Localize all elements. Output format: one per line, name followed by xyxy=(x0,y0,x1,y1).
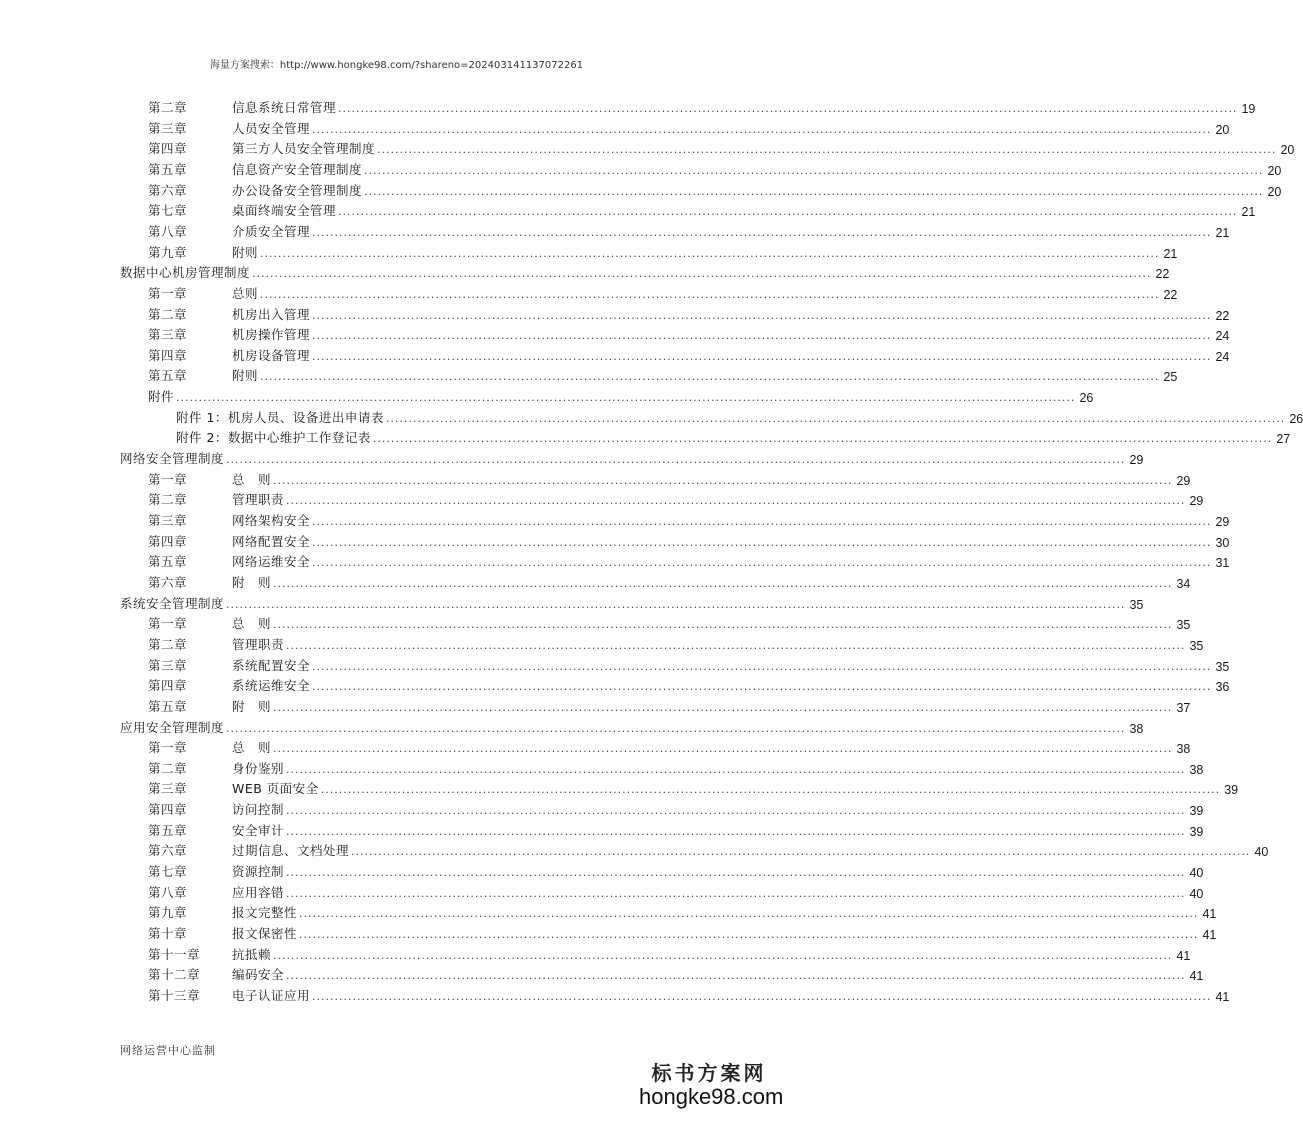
toc-title: 报文保密性 xyxy=(232,926,298,941)
toc-leader-dots: ........................................................................................................................................................................................................ xyxy=(273,618,1173,632)
toc-leader-dots: ........................................................................................................................................................................................................ xyxy=(286,969,1186,983)
toc-page-number: 40 xyxy=(1189,886,1204,901)
toc-page-number: 37 xyxy=(1176,700,1191,715)
toc-page-number: 20 xyxy=(1267,184,1282,199)
toc-entry[interactable] xyxy=(148,241,1178,261)
toc-chapter-number: 第十一章 xyxy=(148,946,201,962)
toc-chapter-number: 第一章 xyxy=(148,740,188,756)
toc-leader-dots: ........................................................................................................................................................................................................ xyxy=(273,576,1173,590)
toc-leader-dots: ........................................................................................................................................................................................................ xyxy=(260,370,1160,384)
toc-leader-dots: ........................................................................................................................................................................................................ xyxy=(351,845,1251,859)
toc-title: 身份鉴别 xyxy=(232,760,285,776)
toc-entry[interactable] xyxy=(148,385,1094,406)
toc-title: 总则 xyxy=(232,285,259,301)
toc-leader-dots: ........................................................................................................................................................................................................ xyxy=(385,411,1286,425)
toc-title: 资源控制 xyxy=(232,864,285,880)
toc-chapter-number: 第九章 xyxy=(148,905,188,921)
toc-title: 机房操作管理 xyxy=(232,327,311,343)
toc-chapter-number: 第四章 xyxy=(148,347,188,363)
toc-page-number: 19 xyxy=(1241,102,1256,116)
toc-page-number: 31 xyxy=(1215,556,1230,571)
toc-leader-dots: ........................................................................................................................................................................................................ xyxy=(312,225,1212,239)
toc-leader-dots: ........................................................................................................................................................................................................ xyxy=(338,205,1238,219)
toc-leader-dots: ........................................................................................................................................................................................................ xyxy=(226,597,1126,611)
toc-chapter-number: 第五章 xyxy=(148,554,188,570)
toc-entry[interactable] xyxy=(148,612,1191,633)
toc-chapter-number: 第四章 xyxy=(148,533,188,549)
toc-leader-dots: ........................................................................................................................................................................................................ xyxy=(312,329,1212,343)
toc-leader-dots: ........................................................................................................................................................................................................ xyxy=(312,989,1212,1003)
toc-title: 系统配置安全 xyxy=(232,657,311,673)
toc-entry[interactable] xyxy=(148,963,1204,984)
toc-chapter-number: 第一章 xyxy=(148,471,188,487)
toc-title: 编码安全 xyxy=(232,967,285,983)
toc-entry[interactable] xyxy=(148,282,1178,302)
toc-entry[interactable] xyxy=(148,798,1204,819)
toc-entry[interactable] xyxy=(120,592,1144,612)
toc-page-number: 40 xyxy=(1189,866,1204,881)
toc-title: 信息资产安全管理制度 xyxy=(232,161,363,177)
toc-leader-dots: ........................................................................................................................................................................................................ xyxy=(312,349,1212,363)
toc-entry[interactable] xyxy=(148,571,1191,591)
toc-leader-dots: ........................................................................................................................................................................................................ xyxy=(260,287,1160,301)
toc-title: 附件 1：机房人员、设备进出申请表 xyxy=(176,409,384,425)
toc-title: 总 则 xyxy=(232,471,272,487)
toc-title: 网络配置安全 xyxy=(232,533,311,549)
toc-leader-dots: ........................................................................................................................................................................................................ xyxy=(312,308,1212,322)
toc-title: 机房出入管理 xyxy=(232,306,311,322)
toc-chapter-number: 第六章 xyxy=(148,182,188,198)
toc-chapter-number: 第六章 xyxy=(148,574,188,590)
toc-entry[interactable] xyxy=(120,716,1144,736)
toc-page-number: 29 xyxy=(1129,453,1144,468)
toc-chapter-number: 第二章 xyxy=(148,636,188,652)
toc-page-number: 35 xyxy=(1176,618,1191,633)
toc-entry[interactable] xyxy=(148,757,1204,777)
toc-title: 电子认证应用 xyxy=(232,987,311,1003)
toc-title: 附件 xyxy=(148,389,175,405)
toc-page-number: 20 xyxy=(1215,122,1230,137)
toc-chapter-number: 第十三章 xyxy=(148,987,201,1003)
toc-title: 附 则 xyxy=(232,698,272,714)
toc-entry[interactable] xyxy=(148,220,1230,240)
toc-entry[interactable] xyxy=(148,736,1191,757)
toc-title: 附件 2：数据中心维护工作登记表 xyxy=(176,430,371,446)
toc-leader-dots: ........................................................................................................................................................................................................ xyxy=(312,556,1212,570)
toc-title: 桌面终端安全管理 xyxy=(232,203,337,219)
toc-entry[interactable] xyxy=(148,819,1204,839)
brand-logo xyxy=(639,1057,784,1110)
toc-entry[interactable] xyxy=(148,468,1191,488)
toc-page-number: 29 xyxy=(1215,515,1230,529)
toc-entry[interactable] xyxy=(148,323,1230,344)
toc-leader-dots: ........................................................................................................................................................................................................ xyxy=(312,659,1212,673)
toc-chapter-number: 第三章 xyxy=(148,657,188,673)
toc-title: 数据中心机房管理制度 xyxy=(120,265,251,281)
toc-entry[interactable] xyxy=(148,922,1217,942)
toc-title: 总 则 xyxy=(232,616,272,632)
brand-cn: 标书方案网 xyxy=(651,1061,767,1085)
toc-entry[interactable] xyxy=(148,509,1230,529)
toc-title: 网络架构安全 xyxy=(232,513,311,528)
toc-entry[interactable] xyxy=(148,633,1204,653)
toc-chapter-number: 第十二章 xyxy=(148,967,201,983)
toc-page-number: 26 xyxy=(1289,411,1303,426)
toc-chapter-number: 第五章 xyxy=(148,698,188,714)
page-header: 海量方案搜索：http://www.hongke98.com/?shareno=202403141137072261 xyxy=(209,60,584,71)
toc-chapter-number: 第八章 xyxy=(148,884,188,900)
toc-page-number: 36 xyxy=(1215,680,1230,695)
toc-leader-dots: ........................................................................................................................................................................................................ xyxy=(364,163,1264,177)
toc-page-number: 39 xyxy=(1189,804,1204,819)
toc-chapter-number: 第五章 xyxy=(148,161,188,177)
toc-title: 人员安全管理 xyxy=(232,120,311,136)
toc-page-number: 41 xyxy=(1202,907,1217,922)
toc-chapter-number: 第五章 xyxy=(148,822,188,838)
toc-chapter-number: 第四章 xyxy=(148,678,188,694)
toc-leader-dots: ........................................................................................................................................................................................................ xyxy=(299,928,1199,941)
toc-entry[interactable] xyxy=(148,96,1256,116)
toc-entry[interactable] xyxy=(148,695,1191,715)
toc-entry[interactable] xyxy=(148,839,1269,860)
toc-entry[interactable] xyxy=(148,550,1230,571)
toc-title: 过期信息、文档处理 xyxy=(232,843,350,859)
toc-page-number: 41 xyxy=(1189,969,1204,984)
toc-leader-dots: ........................................................................................................................................................................................................ xyxy=(286,866,1186,880)
toc-leader-dots: ........................................................................................................................................................................................................ xyxy=(372,432,1273,446)
toc-title: 附 则 xyxy=(232,574,272,590)
toc-title: WEB 页面安全 xyxy=(232,781,319,797)
toc-leader-dots: ........................................................................................................................................................................................................ xyxy=(312,515,1212,528)
toc-page-number: 22 xyxy=(1163,287,1178,302)
toc-entry[interactable] xyxy=(120,261,1170,282)
toc-leader-dots: ........................................................................................................................................................................................................ xyxy=(312,122,1212,136)
toc-entry[interactable] xyxy=(148,777,1239,798)
toc-title: 附则 xyxy=(232,244,259,260)
toc-leader-dots: ........................................................................................................................................................................................................ xyxy=(252,267,1152,281)
toc-entry[interactable] xyxy=(148,117,1230,137)
toc-leader-dots: ........................................................................................................................................................................................................ xyxy=(364,184,1264,198)
toc-entry[interactable] xyxy=(176,426,1291,447)
toc-page-number: 30 xyxy=(1215,535,1230,550)
toc-leader-dots: ........................................................................................................................................................................................................ xyxy=(338,102,1238,115)
toc-chapter-number: 第二章 xyxy=(148,492,188,508)
toc-leader-dots: ........................................................................................................................................................................................................ xyxy=(312,680,1212,694)
toc-title: 附则 xyxy=(232,368,259,384)
toc-page-number: 41 xyxy=(1176,948,1191,963)
toc-title: 介质安全管理 xyxy=(232,223,311,239)
toc-entry[interactable] xyxy=(148,199,1256,220)
toc-entry[interactable] xyxy=(148,344,1230,364)
toc-leader-dots: ........................................................................................................................................................................................................ xyxy=(286,824,1186,838)
toc-title: 安全审计 xyxy=(232,822,285,838)
toc-title: 访问控制 xyxy=(232,802,285,818)
toc-page-number: 35 xyxy=(1215,659,1230,674)
toc-page-number: 38 xyxy=(1176,742,1191,757)
toc-chapter-number: 第五章 xyxy=(148,368,188,384)
toc-page-number: 35 xyxy=(1189,638,1204,653)
toc-chapter-number: 第二章 xyxy=(148,100,188,115)
toc-chapter-number: 第六章 xyxy=(148,843,188,859)
toc-title: 系统安全管理制度 xyxy=(120,595,225,611)
toc-leader-dots: ........................................................................................................................................................................................................ xyxy=(226,453,1126,467)
toc-entry[interactable] xyxy=(148,984,1230,1004)
brand-en: hongke98.com xyxy=(639,1084,784,1109)
toc-title: 第三方人员安全管理制度 xyxy=(232,141,376,157)
toc-title: 系统运维安全 xyxy=(232,678,311,694)
toc-chapter-number: 第七章 xyxy=(148,864,188,880)
toc-chapter-number: 第三章 xyxy=(148,327,188,343)
toc-chapter-number: 第四章 xyxy=(148,141,188,157)
toc-page-number: 21 xyxy=(1163,246,1178,261)
toc-entry[interactable] xyxy=(148,654,1230,674)
toc-page-number: 20 xyxy=(1280,143,1295,158)
toc-leader-dots: ........................................................................................................................................................................................................ xyxy=(273,473,1173,487)
toc-page-number: 34 xyxy=(1176,576,1191,591)
toc-entry[interactable] xyxy=(148,943,1191,963)
toc-page-number: 24 xyxy=(1215,349,1230,364)
toc-title: 总 则 xyxy=(232,740,272,756)
toc-page-number: 41 xyxy=(1202,928,1217,942)
toc-leader-dots: ........................................................................................................................................................................................................ xyxy=(312,535,1212,549)
toc-entry[interactable] xyxy=(148,364,1178,385)
toc-title: 机房设备管理 xyxy=(232,347,311,363)
toc-chapter-number: 第二章 xyxy=(148,306,188,322)
toc-page-number: 20 xyxy=(1267,163,1282,178)
toc-page-number: 29 xyxy=(1176,473,1191,488)
toc-entry[interactable] xyxy=(148,303,1230,323)
toc-title: 报文完整性 xyxy=(232,905,298,921)
toc-leader-dots: ........................................................................................................................................................................................................ xyxy=(273,700,1173,714)
toc-chapter-number: 第一章 xyxy=(148,285,188,301)
toc-chapter-number: 第十章 xyxy=(148,926,188,941)
toc-page-number: 35 xyxy=(1129,597,1144,612)
toc-page-number: 21 xyxy=(1215,225,1230,240)
toc-title: 办公设备安全管理制度 xyxy=(232,182,363,198)
toc-chapter-number: 第二章 xyxy=(148,760,188,776)
toc-title: 网络运维安全 xyxy=(232,554,311,570)
toc-chapter-number: 第七章 xyxy=(148,203,188,219)
toc-chapter-number: 第九章 xyxy=(148,244,188,260)
toc-chapter-number: 第四章 xyxy=(148,802,188,818)
toc-page-number: 38 xyxy=(1129,721,1144,736)
toc-title: 信息系统日常管理 xyxy=(232,100,337,115)
toc-chapter-number: 第三章 xyxy=(148,120,188,136)
toc-entry[interactable] xyxy=(148,137,1295,158)
toc-chapter-number: 第三章 xyxy=(148,513,188,528)
toc-page-number: 41 xyxy=(1215,989,1230,1004)
toc-page-number: 25 xyxy=(1163,370,1178,385)
toc-leader-dots: ........................................................................................................................................................................................................ xyxy=(286,494,1186,508)
toc-entry[interactable] xyxy=(148,488,1204,509)
toc-leader-dots: ........................................................................................................................................................................................................ xyxy=(320,783,1221,797)
toc-leader-dots: ........................................................................................................................................................................................................ xyxy=(273,948,1173,962)
toc-leader-dots: ........................................................................................................................................................................................................ xyxy=(286,804,1186,818)
toc-entry[interactable] xyxy=(148,901,1217,922)
toc-title: 应用容错 xyxy=(232,884,285,900)
toc-leader-dots: ........................................................................................................................................................................................................ xyxy=(273,742,1173,756)
page-footer: 网络运营中心监制 xyxy=(120,1044,216,1057)
toc-page-number: 38 xyxy=(1189,762,1204,777)
toc-leader-dots: ........................................................................................................................................................................................................ xyxy=(176,391,1076,405)
toc-page-number: 24 xyxy=(1215,329,1230,344)
toc-entry[interactable] xyxy=(148,179,1282,199)
toc-page-number: 22 xyxy=(1155,267,1170,282)
toc-page-number: 39 xyxy=(1224,783,1239,798)
toc-leader-dots: ........................................................................................................................................................................................................ xyxy=(286,762,1186,776)
toc-title: 应用安全管理制度 xyxy=(120,719,225,735)
toc-page-number: 22 xyxy=(1215,308,1230,323)
toc-chapter-number: 第三章 xyxy=(148,781,188,797)
toc-page-number: 29 xyxy=(1189,494,1204,509)
toc-entry[interactable] xyxy=(148,860,1204,881)
toc-title: 抗抵赖 xyxy=(232,946,272,962)
toc-title: 管理职责 xyxy=(232,636,285,652)
toc-entry[interactable] xyxy=(120,447,1144,468)
toc-leader-dots: ........................................................................................................................................................................................................ xyxy=(260,246,1160,260)
toc-entry[interactable] xyxy=(176,406,1303,426)
toc-title: 网络安全管理制度 xyxy=(120,451,225,467)
toc-leader-dots: ........................................................................................................................................................................................................ xyxy=(286,886,1186,900)
toc-leader-dots: ........................................................................................................................................................................................................ xyxy=(226,721,1126,735)
toc-chapter-number: 第八章 xyxy=(148,223,188,239)
toc-entry[interactable] xyxy=(148,674,1230,695)
toc-page-number: 39 xyxy=(1189,824,1204,839)
toc-leader-dots: ........................................................................................................................................................................................................ xyxy=(286,638,1186,652)
toc-title: 管理职责 xyxy=(232,492,285,508)
toc-page-number: 40 xyxy=(1254,845,1269,860)
toc-page-number: 26 xyxy=(1079,391,1094,406)
toc-entry[interactable] xyxy=(148,158,1282,178)
toc-leader-dots: ........................................................................................................................................................................................................ xyxy=(299,907,1199,921)
toc-page-number: 21 xyxy=(1241,205,1256,220)
toc-entry[interactable] xyxy=(148,530,1230,550)
toc-chapter-number: 第一章 xyxy=(148,616,188,632)
toc-entry[interactable] xyxy=(148,881,1204,901)
toc-page-number: 27 xyxy=(1276,432,1291,447)
toc-leader-dots: ........................................................................................................................................................................................................ xyxy=(377,143,1277,157)
